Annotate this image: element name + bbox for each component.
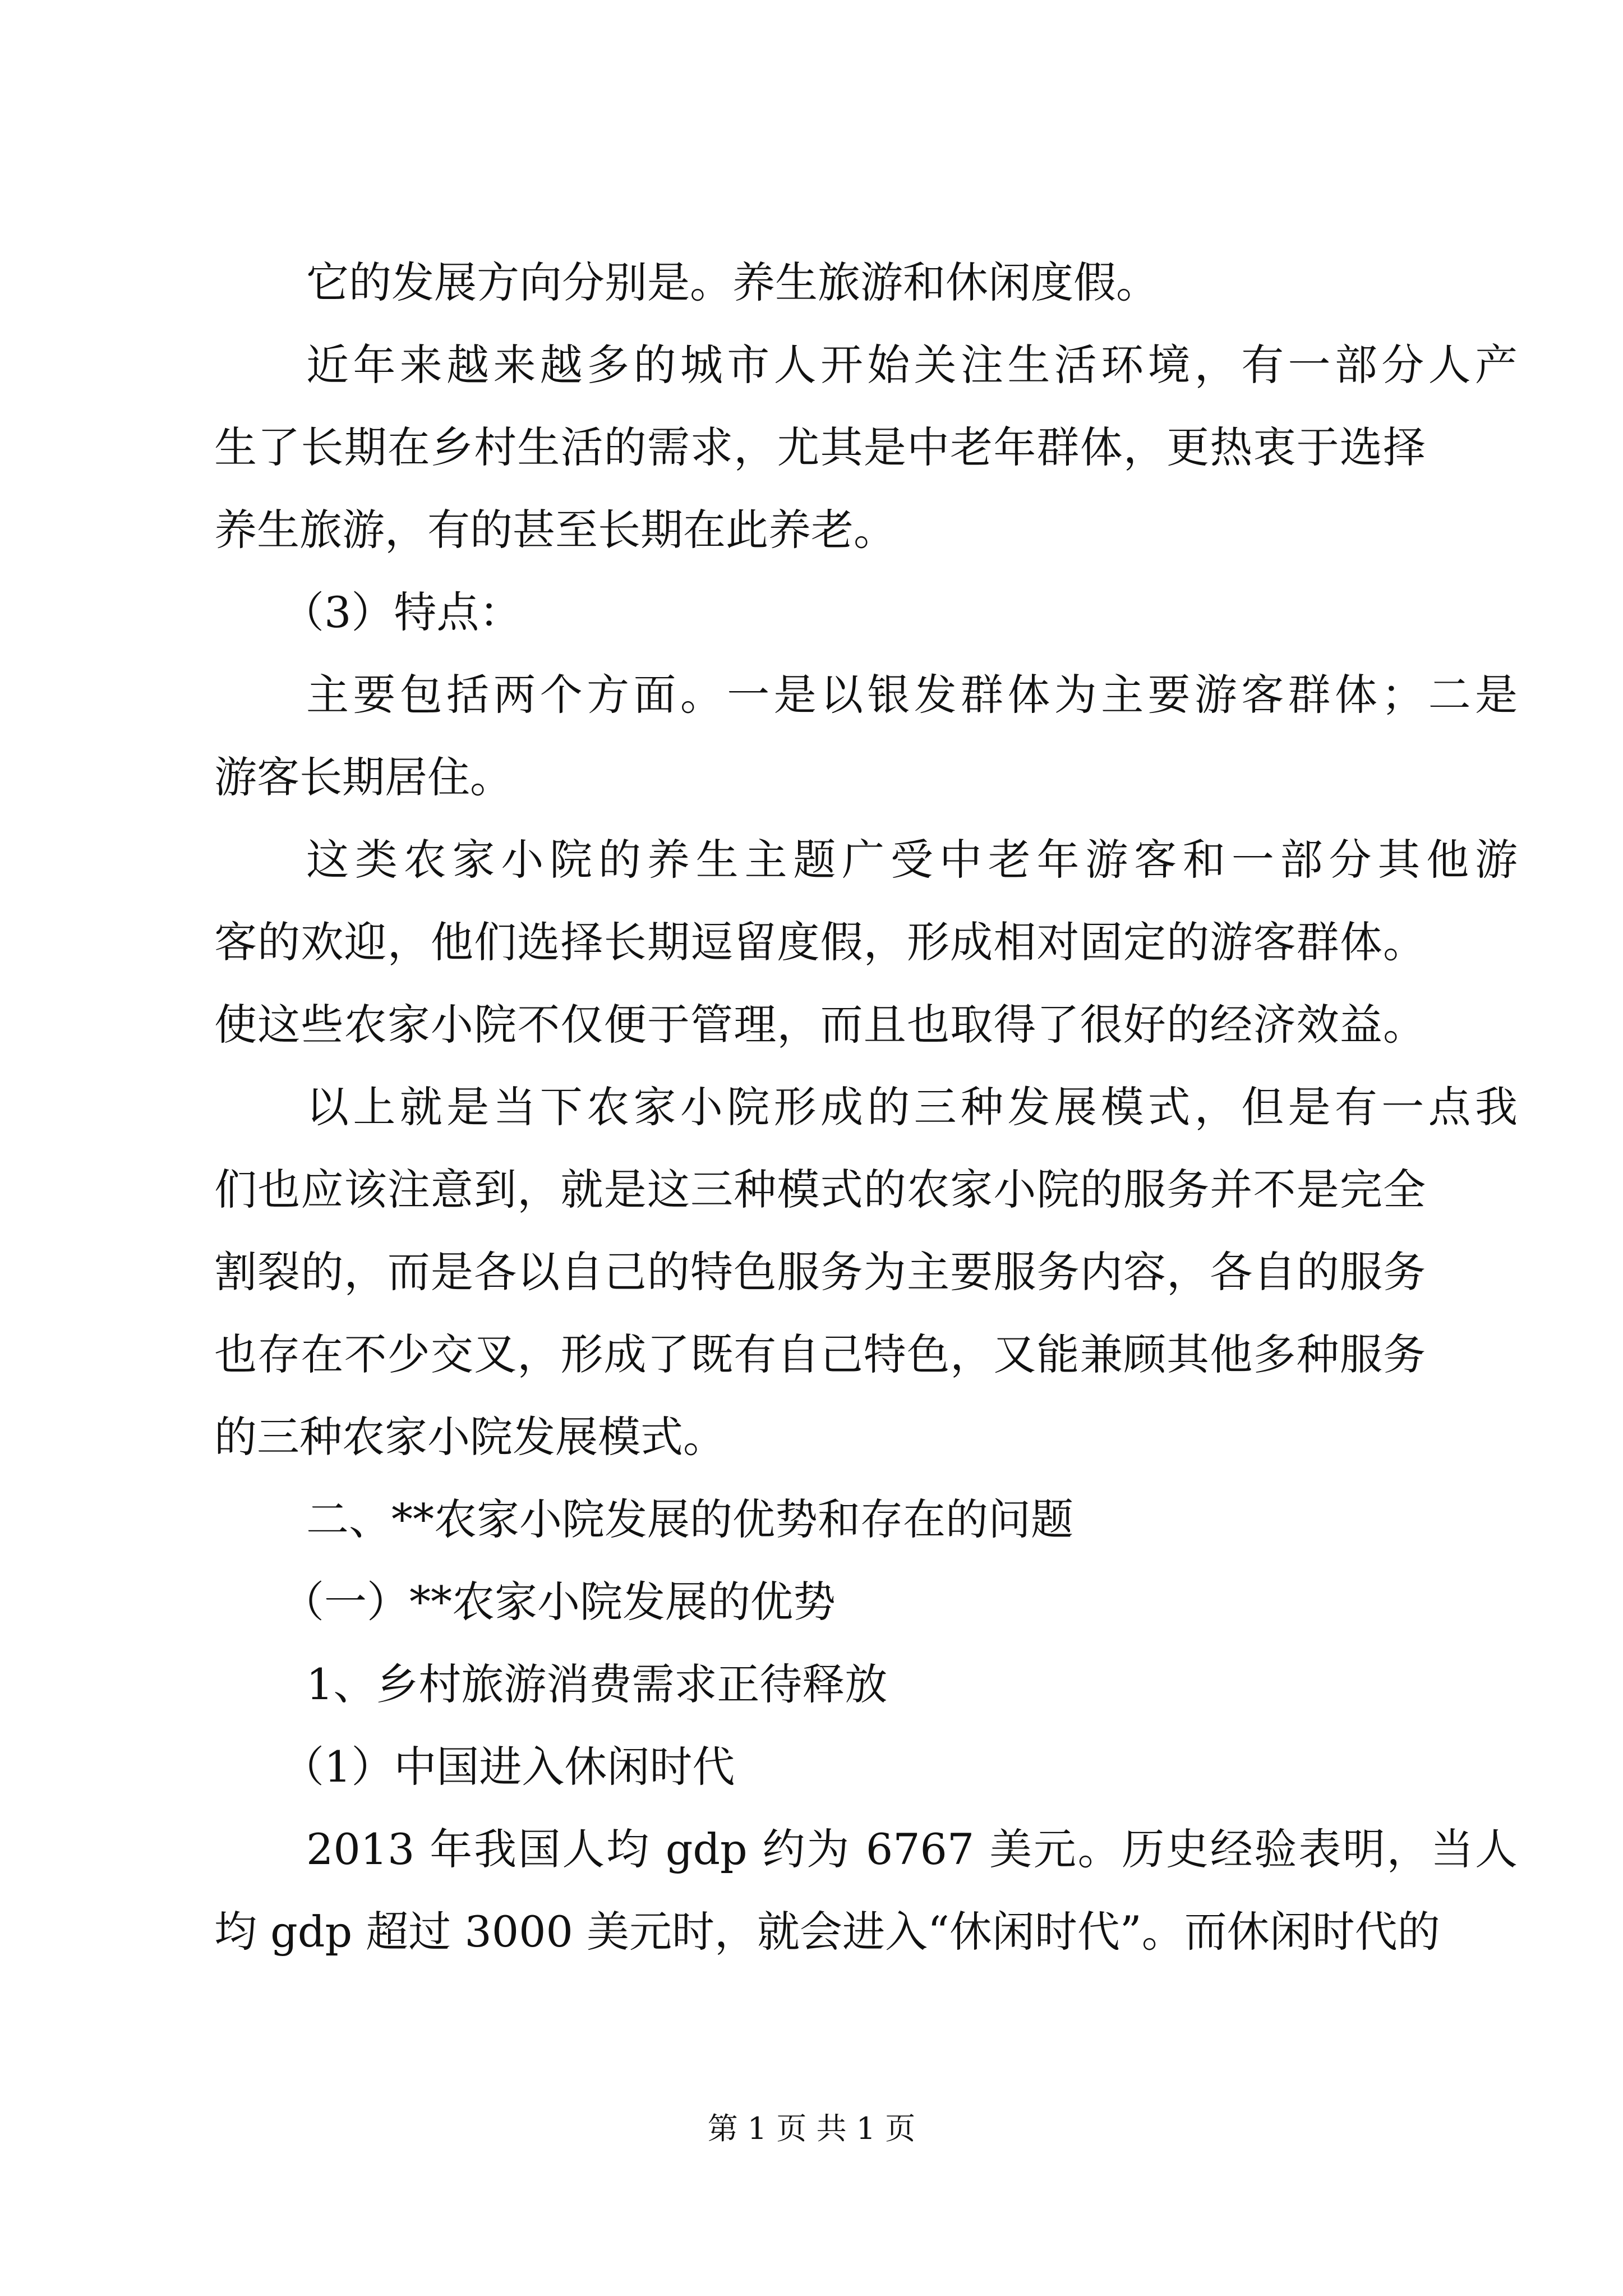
subsection-heading: 1、乡村旅游消费需求正待释放	[306, 1659, 888, 1709]
text-line: 近年来越来越多的城市人开始关注生活环境，有一部分人产	[306, 340, 1518, 390]
text-line: 2013 年我国人均 gdp 约为 6767 美元。历史经验表明，当人	[306, 1824, 1518, 1874]
subsection-heading: （一）**农家小院发展的优势	[282, 1577, 836, 1627]
text-line: 均 gdp 超过 3000 美元时，就会进入“休闲时代”。而休闲时代的	[214, 1907, 1440, 1957]
text-line: 生了长期在乡村生活的需求，尤其是中老年群体，更热衷于选择	[214, 422, 1426, 472]
text-line: 以上就是当下农家小院形成的三种发展模式，但是有一点我	[306, 1082, 1518, 1132]
text-line: 它的发展方向分别是。养生旅游和休闲度假。	[306, 257, 1159, 307]
text-line: 游客长期居住。	[214, 752, 513, 802]
page-number-footer: 第 1 页 共 1 页	[707, 2111, 916, 2146]
section-label: （3）特点：	[282, 587, 522, 637]
document-body	[214, 255, 1518, 1987]
text-line: 养生旅游，有的甚至长期在此养老。	[214, 505, 896, 555]
text-line: 的三种农家小院发展模式。	[214, 1412, 726, 1462]
text-line: 们也应该注意到，就是这三种模式的农家小院的服务并不是完全	[214, 1165, 1426, 1214]
text-line: 这类农家小院的养生主题广受中老年游客和一部分其他游	[306, 835, 1518, 885]
text-line: 使这些农家小院不仅便于管理，而且也取得了很好的经济效益。	[214, 1000, 1426, 1050]
text-line: 也存在不少交叉，形成了既有自己特色，又能兼顾其他多种服务	[214, 1329, 1426, 1379]
text-line: 主要包括两个方面。一是以银发群体为主要游客群体；二是	[306, 670, 1518, 720]
text-line: 割裂的，而是各以自己的特色服务为主要服务内容，各自的服务	[214, 1247, 1426, 1297]
subsection-heading: （1）中国进入休闲时代	[282, 1742, 735, 1792]
section-heading: 二、**农家小院发展的优势和存在的问题	[306, 1494, 1073, 1544]
text-line: 客的欢迎，他们选择长期逗留度假，形成相对固定的游客群体。	[214, 917, 1426, 967]
